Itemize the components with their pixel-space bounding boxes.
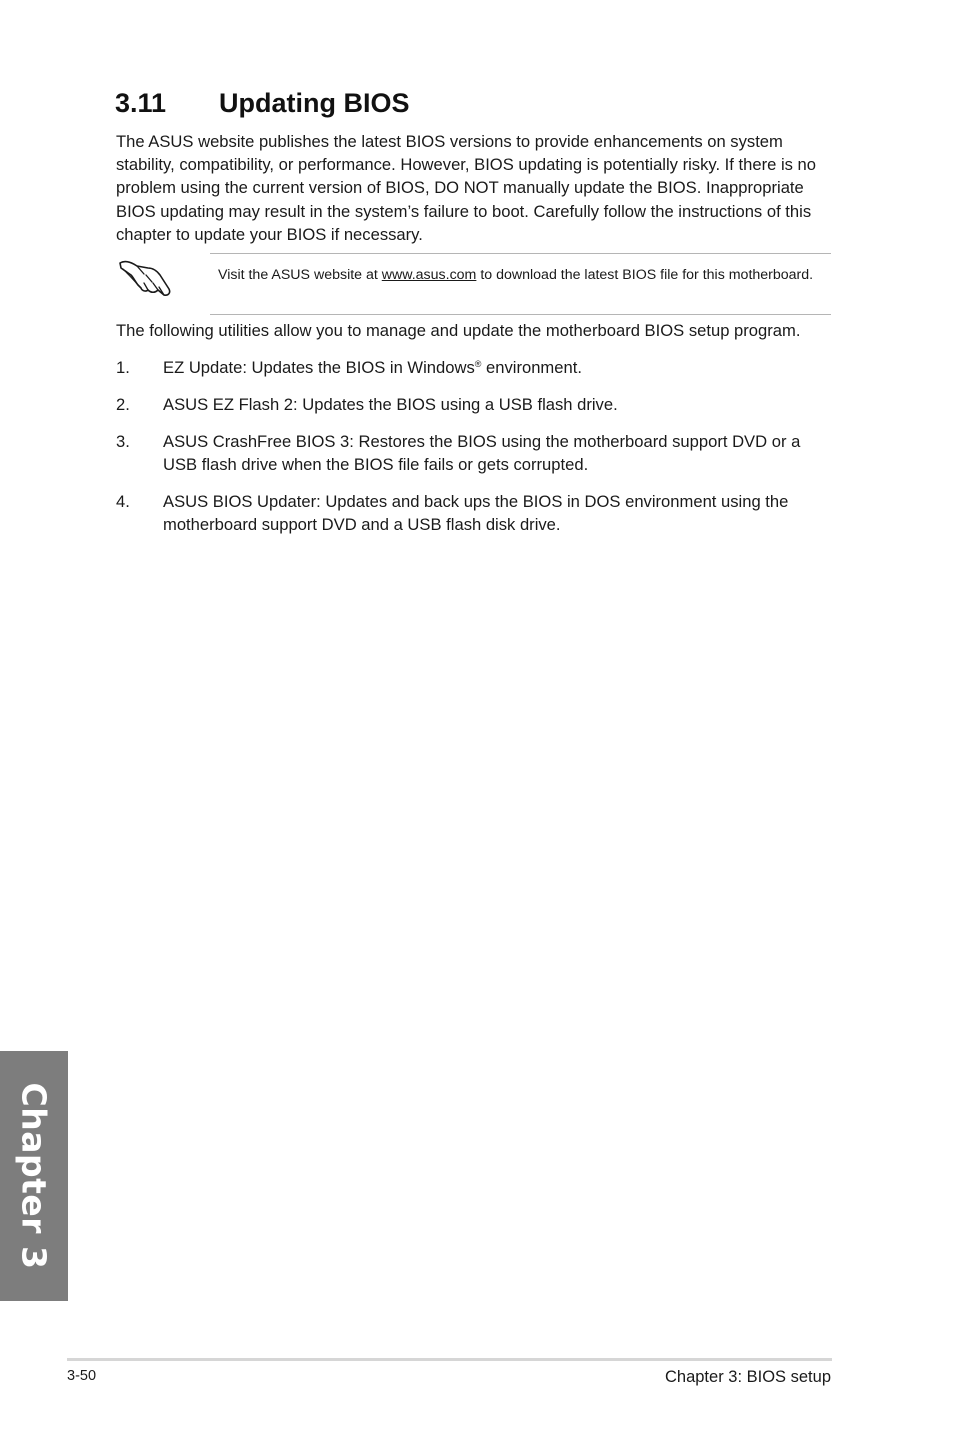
list-index: 2.	[116, 394, 130, 414]
asus-website-link[interactable]: www.asus.com	[381, 267, 477, 283]
registered-mark: ®	[474, 359, 482, 369]
list-text: ASUS EZ Flash 2: Updates the BIOS using a USB flash drive.	[163, 394, 618, 414]
section-title: Updating BIOS	[219, 88, 410, 118]
intro-paragraph: The ASUS website publishes the latest BIOS versions to provide enhancements on system stability, compatibility, or performance. However, BIOS updating is potentially risky. If there is no problem using the current version of BIOS, DO NOT manually update the BIOS. Inappropriate BIOS updating may result in the system’s failure to boot. Carefully follow the instructions of this chapter to update your BIOS if necessary.	[116, 132, 816, 244]
list-index: 1.	[116, 358, 130, 377]
list-text-after: environment.	[481, 358, 582, 377]
utilities-list	[116, 356, 832, 536]
section-number: 3.11	[115, 88, 167, 118]
chapter-side-tab-label: Chapter 3	[14, 1082, 54, 1270]
list-text	[163, 356, 832, 379]
note-text-after: to download the latest BIOS file for this motherboard.	[476, 267, 814, 283]
utilities-lead: The following utilities allow you to manage and update the motherboard BIOS setup program.	[116, 321, 801, 340]
pointing-hand-icon	[117, 253, 175, 299]
list-text-main: EZ Update: Updates the BIOS in Windows	[163, 358, 475, 377]
list-text: ASUS CrashFree BIOS 3: Restores the BIOS using the motherboard support DVD or a USB flash drive when the BIOS file fails or gets corrupted.	[163, 431, 801, 474]
list-index: 3.	[116, 431, 130, 451]
list-item	[116, 490, 832, 536]
note-text-before: Visit the ASUS website at	[218, 267, 382, 283]
footer-divider	[67, 1358, 832, 1361]
note-box	[210, 253, 831, 315]
list-item	[116, 430, 832, 476]
list-text: ASUS BIOS Updater: Updates and back ups the BIOS in DOS environment using the motherboard support DVD and a USB flash disk drive.	[163, 491, 789, 534]
page-number: 3-50	[67, 1368, 97, 1384]
section-heading	[115, 88, 410, 119]
chapter-side-tab	[0, 1051, 68, 1301]
list-item	[116, 356, 832, 379]
footer-chapter-title: Chapter 3: BIOS setup	[664, 1368, 831, 1386]
list-item	[116, 393, 832, 416]
list-index: 4.	[116, 491, 130, 511]
note-text	[218, 265, 818, 285]
